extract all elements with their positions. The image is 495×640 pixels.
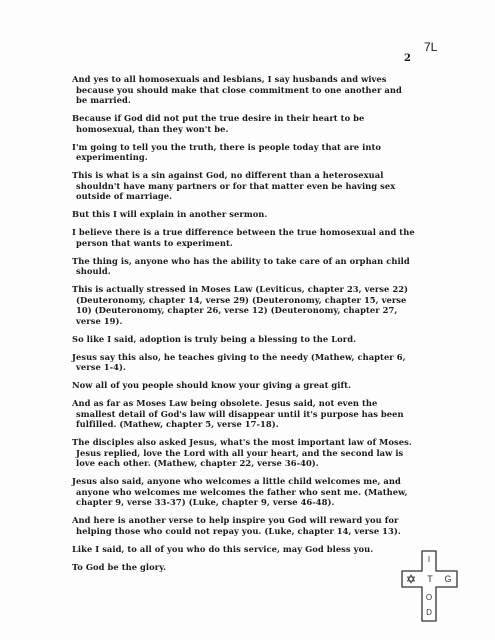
paragraph: And yes to all homosexuals and lesbians, I say husbands and wives because you should make that close commitment to one another and be married. [72, 74, 402, 105]
page-number: 2 [404, 53, 411, 64]
svg-text:O: O [425, 593, 433, 602]
paragraph: The thing is, anyone who has the ability to take care of an orphan child should. [72, 255, 410, 276]
paragraph: Jesus also said, anyone who welcomes a little child welcomes me, and anyone who welcomes me welcomes the father who sent me. (Mathew, chapter 9, verse 33-37) (Luke, chapter 9, verse 46-48). [72, 476, 408, 507]
sermon-body [72, 74, 416, 580]
paragraph: So like I said, adoption is truly being a blessing to the Lord. [72, 333, 357, 344]
svg-text:I: I [427, 555, 431, 564]
paragraph: And here is another verse to help inspire you God will reward you for helping those who could not repay you. (Luke, chapter 14, verse 13). [72, 515, 401, 536]
paragraph: Like I said, to all of you who do this service, may God bless you. [72, 543, 374, 554]
paragraph: I'm going to tell you the truth, there is people today that are into experimenting. [72, 141, 381, 162]
paragraph: But this I will explain in another sermon. [72, 209, 268, 219]
svg-text:T: T [427, 574, 433, 584]
page-mark: 7L [424, 40, 438, 54]
cross-signature-icon [400, 549, 460, 623]
svg-text:D: D [426, 608, 432, 617]
star-of-david-icon [408, 575, 415, 583]
paragraph: Because if God did not put the true desire in their heart to be homosexual, than they won't be. [72, 113, 365, 134]
closing-line: To God be the glory. [72, 561, 167, 572]
paragraph: Jesus say this also, he teaches giving to the needy (Mathew, chapter 6, verse 1-4). [72, 351, 406, 372]
paragraph: The disciples also asked Jesus, what's the most important law of Moses. Jesus replied, love the Lord with all your heart, and the second law is love each other. (Mathew, chapter 22, verse 36-40). [72, 437, 412, 468]
paragraph: I believe there is a true difference between the true homosexual and the person that wants to experiment. [72, 227, 415, 248]
svg-text:G: G [444, 574, 452, 584]
paragraph: Now all of you people should know your giving a great gift. [72, 380, 352, 390]
paragraph: And as far as Moses Law being obsolete. Jesus said, not even the smallest detail of God's law will disappear until it's purpose has been fulfilled. (Mathew, chapter 5, verse 17-18). [72, 398, 404, 429]
paragraph: This is what is a sin against God, no different than a heterosexual shouldn't have many partners or for that matter even be having sex outside of marriage. [72, 170, 396, 201]
paragraph: This is actually stressed in Moses Law (Leviticus, chapter 23, verse 22) (Deuteronomy, chapter 14, verse 29) (Deuteronomy, chapter 15, verse 10) (Deuteronomy, chapter 26, verse 12) (Deuteronomy, chapter 27, verse 19). [72, 284, 409, 326]
